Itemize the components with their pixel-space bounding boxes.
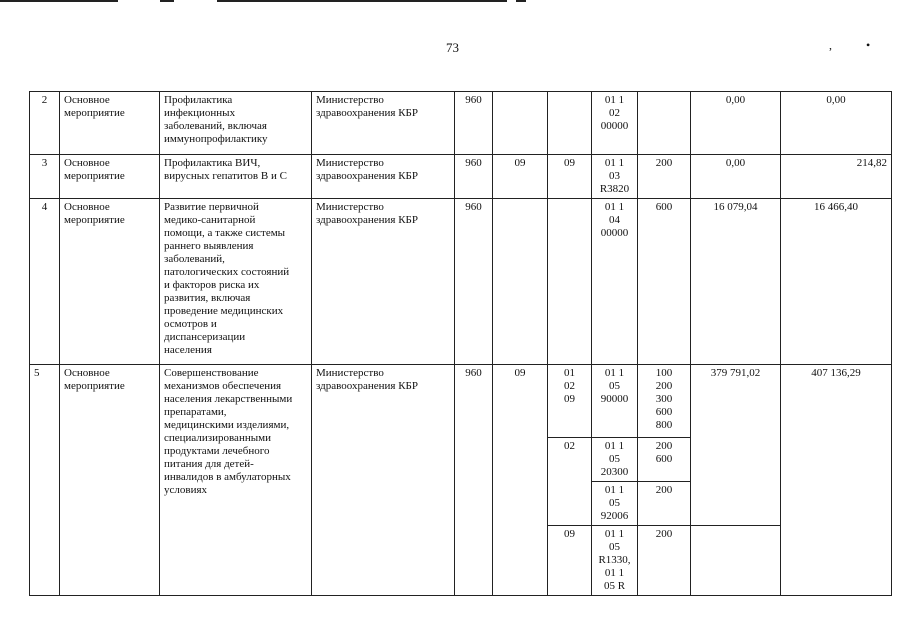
pr-cell bbox=[548, 482, 592, 526]
vr-cell: 200 bbox=[638, 526, 691, 596]
csr-cell: 01 1 04 00000 bbox=[592, 199, 638, 365]
grbs-cell: 960 bbox=[455, 92, 493, 155]
event-name-cell: Профилактика инфекционных заболеваний, включая иммунопрофилактику bbox=[160, 92, 312, 155]
csr-cell: 01 1 03 R3820 bbox=[592, 155, 638, 199]
sum-cell-1: 0,00 bbox=[691, 155, 781, 199]
vr-cell: 200 600 bbox=[638, 438, 691, 482]
table-row bbox=[30, 199, 892, 365]
event-name-cell: Профилактика ВИЧ, вирусных гепатитов В и С bbox=[160, 155, 312, 199]
sum-cell-1: 0,00 bbox=[691, 92, 781, 155]
rz-cell: 09 bbox=[493, 365, 548, 596]
page-mark-comma: , bbox=[829, 38, 832, 52]
executor-cell: Министерство здравоохранения КБР bbox=[312, 155, 455, 199]
pr-cell: 02 bbox=[548, 438, 592, 482]
table-row bbox=[30, 365, 892, 438]
csr-cell: 01 1 02 00000 bbox=[592, 92, 638, 155]
csr-cell: 01 1 05 90000 bbox=[592, 365, 638, 438]
grbs-cell: 960 bbox=[455, 199, 493, 365]
row-number: 4 bbox=[30, 199, 60, 365]
event-name-cell: Развитие первичной медико-санитарной помощи, а также системы раннего выявления заболеваний, патологических состояний и факторов риска их развития, включая проведение медицинских осмотров и диспансеризации населения bbox=[160, 199, 312, 365]
page-number: 73 bbox=[446, 40, 459, 55]
sum-cell-1: 379 791,02 bbox=[691, 365, 781, 526]
vr-cell: 600 bbox=[638, 199, 691, 365]
rz-cell: 09 bbox=[493, 155, 548, 199]
vr-cell: 200 bbox=[638, 482, 691, 526]
sum-cell-2: 407 136,29 bbox=[781, 365, 892, 596]
row-number: 3 bbox=[30, 155, 60, 199]
sum-cell-1: 16 079,04 bbox=[691, 199, 781, 365]
rz-cell bbox=[493, 92, 548, 155]
pr-cell bbox=[548, 92, 592, 155]
pr-cell: 01 02 09 bbox=[548, 365, 592, 438]
grbs-cell: 960 bbox=[455, 155, 493, 199]
csr-cell: 01 1 05 R1330, 01 1 05 R bbox=[592, 526, 638, 596]
executor-cell: Министерство здравоохранения КБР bbox=[312, 92, 455, 155]
status-cell: Основное мероприятие bbox=[60, 92, 160, 155]
top-rule bbox=[0, 0, 540, 4]
sum-cell-2: 214,82 bbox=[781, 155, 892, 199]
budget-table bbox=[29, 91, 892, 596]
sum-cell-2: 16 466,40 bbox=[781, 199, 892, 365]
pr-cell: 09 bbox=[548, 526, 592, 596]
sum-cell-2: 0,00 bbox=[781, 92, 892, 155]
event-name-cell: Совершенствование механизмов обеспечения населения лекарственными препаратами, медицинскими изделиями, специализированными продуктами лечебного питания для детей- инвалидов в амбулаторных условиях bbox=[160, 365, 312, 596]
sum-cell-1-empty bbox=[691, 526, 781, 596]
pr-cell: 09 bbox=[548, 155, 592, 199]
row-number: 2 bbox=[30, 92, 60, 155]
status-cell: Основное мероприятие bbox=[60, 199, 160, 365]
status-cell: Основное мероприятие bbox=[60, 365, 160, 596]
vr-cell bbox=[638, 92, 691, 155]
page-mark-dot: • bbox=[866, 38, 871, 52]
grbs-cell: 960 bbox=[455, 365, 493, 596]
status-cell: Основное мероприятие bbox=[60, 155, 160, 199]
executor-cell: Министерство здравоохранения КБР bbox=[312, 199, 455, 365]
rz-cell bbox=[493, 199, 548, 365]
row-number: 5 bbox=[30, 365, 60, 596]
pr-cell bbox=[548, 199, 592, 365]
table-row bbox=[30, 155, 892, 199]
vr-cell: 200 bbox=[638, 155, 691, 199]
table-row bbox=[30, 92, 892, 155]
csr-cell: 01 1 05 20300 bbox=[592, 438, 638, 482]
executor-cell: Министерство здравоохранения КБР bbox=[312, 365, 455, 596]
vr-cell: 100 200 300 600 800 bbox=[638, 365, 691, 438]
csr-cell: 01 1 05 92006 bbox=[592, 482, 638, 526]
